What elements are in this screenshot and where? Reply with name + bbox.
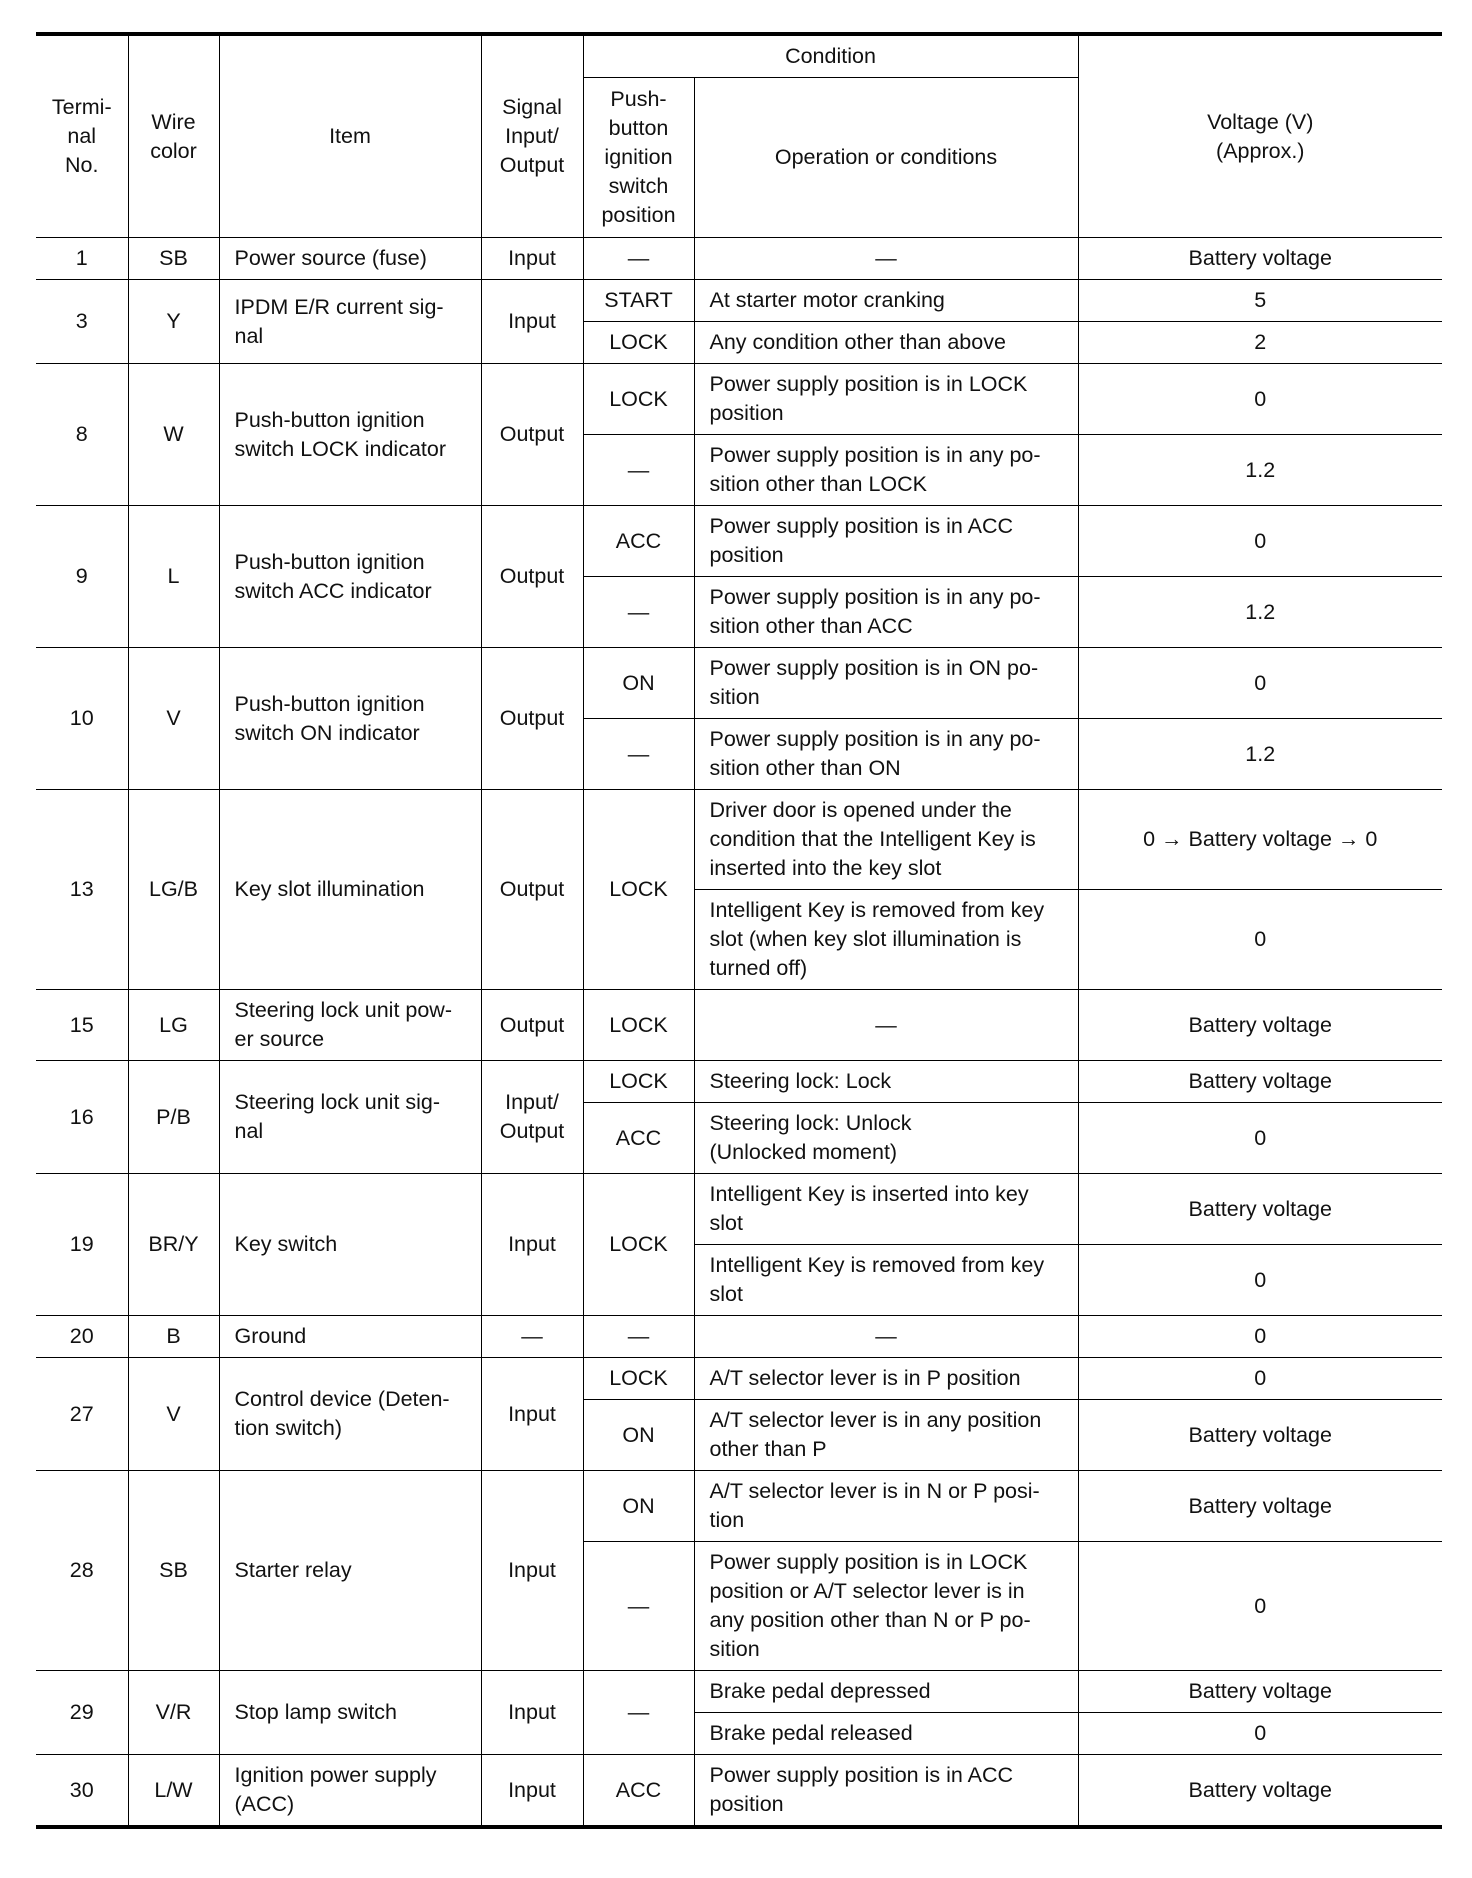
table-row <box>36 280 1442 322</box>
wire-color-cell: V <box>128 648 219 790</box>
switch-position-cell: START <box>583 280 694 322</box>
wire-color-cell: W <box>128 364 219 506</box>
operation-cell: — <box>694 238 1078 280</box>
voltage-cell: 0 <box>1078 648 1442 719</box>
voltage-cell: 0 <box>1078 1245 1442 1316</box>
terminal-no-cell: 30 <box>36 1755 128 1828</box>
wire-color-cell: V <box>128 1358 219 1471</box>
voltage-cell: Battery voltage <box>1078 990 1442 1061</box>
switch-position-cell: ACC <box>583 506 694 577</box>
item-cell: Push-button ignition switch LOCK indicator <box>219 364 481 506</box>
item-cell: Stop lamp switch <box>219 1671 481 1755</box>
switch-position-cell: LOCK <box>583 322 694 364</box>
terminal-no-cell: 8 <box>36 364 128 506</box>
switch-position-cell: LOCK <box>583 364 694 435</box>
operation-cell: Power supply position is in ACC position <box>694 506 1078 577</box>
table-row <box>36 364 1442 435</box>
operation-cell: Power supply position is in LOCK position <box>694 364 1078 435</box>
operation-cell: At starter motor cranking <box>694 280 1078 322</box>
header-voltage: Voltage (V) (Approx.) <box>1078 34 1442 238</box>
switch-position-cell: — <box>583 238 694 280</box>
signal-cell: Output <box>481 364 583 506</box>
wire-color-cell: LG/B <box>128 790 219 990</box>
header-switch-position: Push- button ignition switch position <box>583 78 694 238</box>
operation-cell: Steering lock: Unlock (Unlocked moment) <box>694 1103 1078 1174</box>
item-cell: Push-button ignition switch ON indicator <box>219 648 481 790</box>
voltage-cell: Battery voltage <box>1078 1755 1442 1828</box>
operation-cell: A/T selector lever is in any position other than P <box>694 1400 1078 1471</box>
switch-position-cell: — <box>583 1316 694 1358</box>
operation-cell: Brake pedal released <box>694 1713 1078 1755</box>
voltage-cell: 1.2 <box>1078 435 1442 506</box>
operation-cell: Intelligent Key is removed from key slot (when key slot illumination is turned off) <box>694 890 1078 990</box>
operation-cell: Power supply position is in any po- sition other than LOCK <box>694 435 1078 506</box>
operation-cell: Steering lock: Lock <box>694 1061 1078 1103</box>
header-terminal-no: Termi- nal No. <box>36 34 128 238</box>
voltage-cell: 0 <box>1078 1103 1442 1174</box>
signal-cell: Input <box>481 1755 583 1828</box>
terminal-no-cell: 29 <box>36 1671 128 1755</box>
signal-cell: Input <box>481 1671 583 1755</box>
table-row <box>36 1471 1442 1542</box>
signal-cell: Input <box>481 1174 583 1316</box>
operation-cell: Power supply position is in any po- sition other than ACC <box>694 577 1078 648</box>
table-row <box>36 648 1442 719</box>
item-cell: Steering lock unit sig- nal <box>219 1061 481 1174</box>
terminal-no-cell: 27 <box>36 1358 128 1471</box>
terminal-no-cell: 9 <box>36 506 128 648</box>
switch-position-cell: LOCK <box>583 990 694 1061</box>
voltage-cell: Battery voltage <box>1078 238 1442 280</box>
operation-cell: Power supply position is in ACC position <box>694 1755 1078 1828</box>
operation-cell: A/T selector lever is in P position <box>694 1358 1078 1400</box>
operation-cell: — <box>694 990 1078 1061</box>
switch-position-cell: ACC <box>583 1103 694 1174</box>
switch-position-cell: ON <box>583 1400 694 1471</box>
item-cell: IPDM E/R current sig- nal <box>219 280 481 364</box>
operation-cell: Power supply position is in any po- sition other than ON <box>694 719 1078 790</box>
voltage-cell: 0 <box>1078 890 1442 990</box>
operation-cell: A/T selector lever is in N or P posi- tion <box>694 1471 1078 1542</box>
signal-cell: Input <box>481 280 583 364</box>
terminal-table <box>36 32 1442 1829</box>
switch-position-cell: — <box>583 577 694 648</box>
voltage-cell: 0 → Battery voltage → 0 <box>1078 790 1442 890</box>
table-row <box>36 1755 1442 1828</box>
header-item: Item <box>219 34 481 238</box>
terminal-no-cell: 3 <box>36 280 128 364</box>
item-cell: Ground <box>219 1316 481 1358</box>
voltage-cell: 1.2 <box>1078 577 1442 648</box>
table-row <box>36 1316 1442 1358</box>
switch-position-cell: ACC <box>583 1755 694 1828</box>
item-cell: Key slot illumination <box>219 790 481 990</box>
voltage-cell: Battery voltage <box>1078 1400 1442 1471</box>
wire-color-cell: V/R <box>128 1671 219 1755</box>
voltage-cell: 0 <box>1078 1358 1442 1400</box>
table-row <box>36 1174 1442 1245</box>
item-cell: Power source (fuse) <box>219 238 481 280</box>
wire-color-cell: P/B <box>128 1061 219 1174</box>
item-cell: Control device (Deten- tion switch) <box>219 1358 481 1471</box>
item-cell: Starter relay <box>219 1471 481 1671</box>
signal-cell: Output <box>481 790 583 990</box>
signal-cell: Output <box>481 648 583 790</box>
signal-cell: Input <box>481 1471 583 1671</box>
wire-color-cell: SB <box>128 238 219 280</box>
item-cell: Push-button ignition switch ACC indicator <box>219 506 481 648</box>
voltage-cell: Battery voltage <box>1078 1671 1442 1713</box>
switch-position-cell: ON <box>583 1471 694 1542</box>
table-row <box>36 790 1442 890</box>
terminal-no-cell: 20 <box>36 1316 128 1358</box>
signal-cell: Input/ Output <box>481 1061 583 1174</box>
voltage-cell: 5 <box>1078 280 1442 322</box>
voltage-cell: 0 <box>1078 1542 1442 1671</box>
wire-color-cell: B <box>128 1316 219 1358</box>
wire-color-cell: L <box>128 506 219 648</box>
table-row <box>36 238 1442 280</box>
operation-cell: Any condition other than above <box>694 322 1078 364</box>
table-row <box>36 1061 1442 1103</box>
wire-color-cell: BR/Y <box>128 1174 219 1316</box>
terminal-no-cell: 1 <box>36 238 128 280</box>
wire-color-cell: L/W <box>128 1755 219 1828</box>
operation-cell: Intelligent Key is removed from key slot <box>694 1245 1078 1316</box>
switch-position-cell: LOCK <box>583 1061 694 1103</box>
operation-cell: Intelligent Key is inserted into key slot <box>694 1174 1078 1245</box>
operation-cell: Brake pedal depressed <box>694 1671 1078 1713</box>
voltage-cell: 2 <box>1078 322 1442 364</box>
table-row <box>36 1671 1442 1713</box>
operation-cell: Power supply position is in ON po- sition <box>694 648 1078 719</box>
wire-color-cell: SB <box>128 1471 219 1671</box>
switch-position-cell: — <box>583 1542 694 1671</box>
header-operation: Operation or conditions <box>694 78 1078 238</box>
terminal-no-cell: 10 <box>36 648 128 790</box>
header-condition: Condition <box>583 34 1078 78</box>
signal-cell: Input <box>481 1358 583 1471</box>
operation-cell: — <box>694 1316 1078 1358</box>
operation-cell: Power supply position is in LOCK position or A/T selector lever is in any position other than N or P po- sition <box>694 1542 1078 1671</box>
terminal-table-wrapper <box>36 32 1442 1829</box>
table-row <box>36 990 1442 1061</box>
voltage-cell: 1.2 <box>1078 719 1442 790</box>
voltage-cell: 0 <box>1078 364 1442 435</box>
voltage-cell: Battery voltage <box>1078 1471 1442 1542</box>
wire-color-cell: LG <box>128 990 219 1061</box>
header-wire-color: Wire color <box>128 34 219 238</box>
switch-position-cell: LOCK <box>583 1174 694 1316</box>
voltage-cell: 0 <box>1078 1316 1442 1358</box>
terminal-no-cell: 16 <box>36 1061 128 1174</box>
wire-color-cell: Y <box>128 280 219 364</box>
voltage-cell: Battery voltage <box>1078 1174 1442 1245</box>
voltage-cell: 0 <box>1078 1713 1442 1755</box>
header-signal: Signal Input/ Output <box>481 34 583 238</box>
table-row <box>36 1358 1442 1400</box>
terminal-no-cell: 28 <box>36 1471 128 1671</box>
switch-position-cell: — <box>583 435 694 506</box>
voltage-cell: Battery voltage <box>1078 1061 1442 1103</box>
signal-cell: Output <box>481 990 583 1061</box>
item-cell: Ignition power supply (ACC) <box>219 1755 481 1828</box>
terminal-no-cell: 13 <box>36 790 128 990</box>
signal-cell: — <box>481 1316 583 1358</box>
table-body <box>36 238 1442 1828</box>
voltage-cell: 0 <box>1078 506 1442 577</box>
item-cell: Steering lock unit pow- er source <box>219 990 481 1061</box>
terminal-no-cell: 19 <box>36 1174 128 1316</box>
signal-cell: Input <box>481 238 583 280</box>
switch-position-cell: LOCK <box>583 790 694 990</box>
table-row <box>36 506 1442 577</box>
operation-cell: Driver door is opened under the condition that the Intelligent Key is inserted into the key slot <box>694 790 1078 890</box>
signal-cell: Output <box>481 506 583 648</box>
switch-position-cell: — <box>583 1671 694 1755</box>
switch-position-cell: — <box>583 719 694 790</box>
switch-position-cell: ON <box>583 648 694 719</box>
switch-position-cell: LOCK <box>583 1358 694 1400</box>
terminal-no-cell: 15 <box>36 990 128 1061</box>
item-cell: Key switch <box>219 1174 481 1316</box>
